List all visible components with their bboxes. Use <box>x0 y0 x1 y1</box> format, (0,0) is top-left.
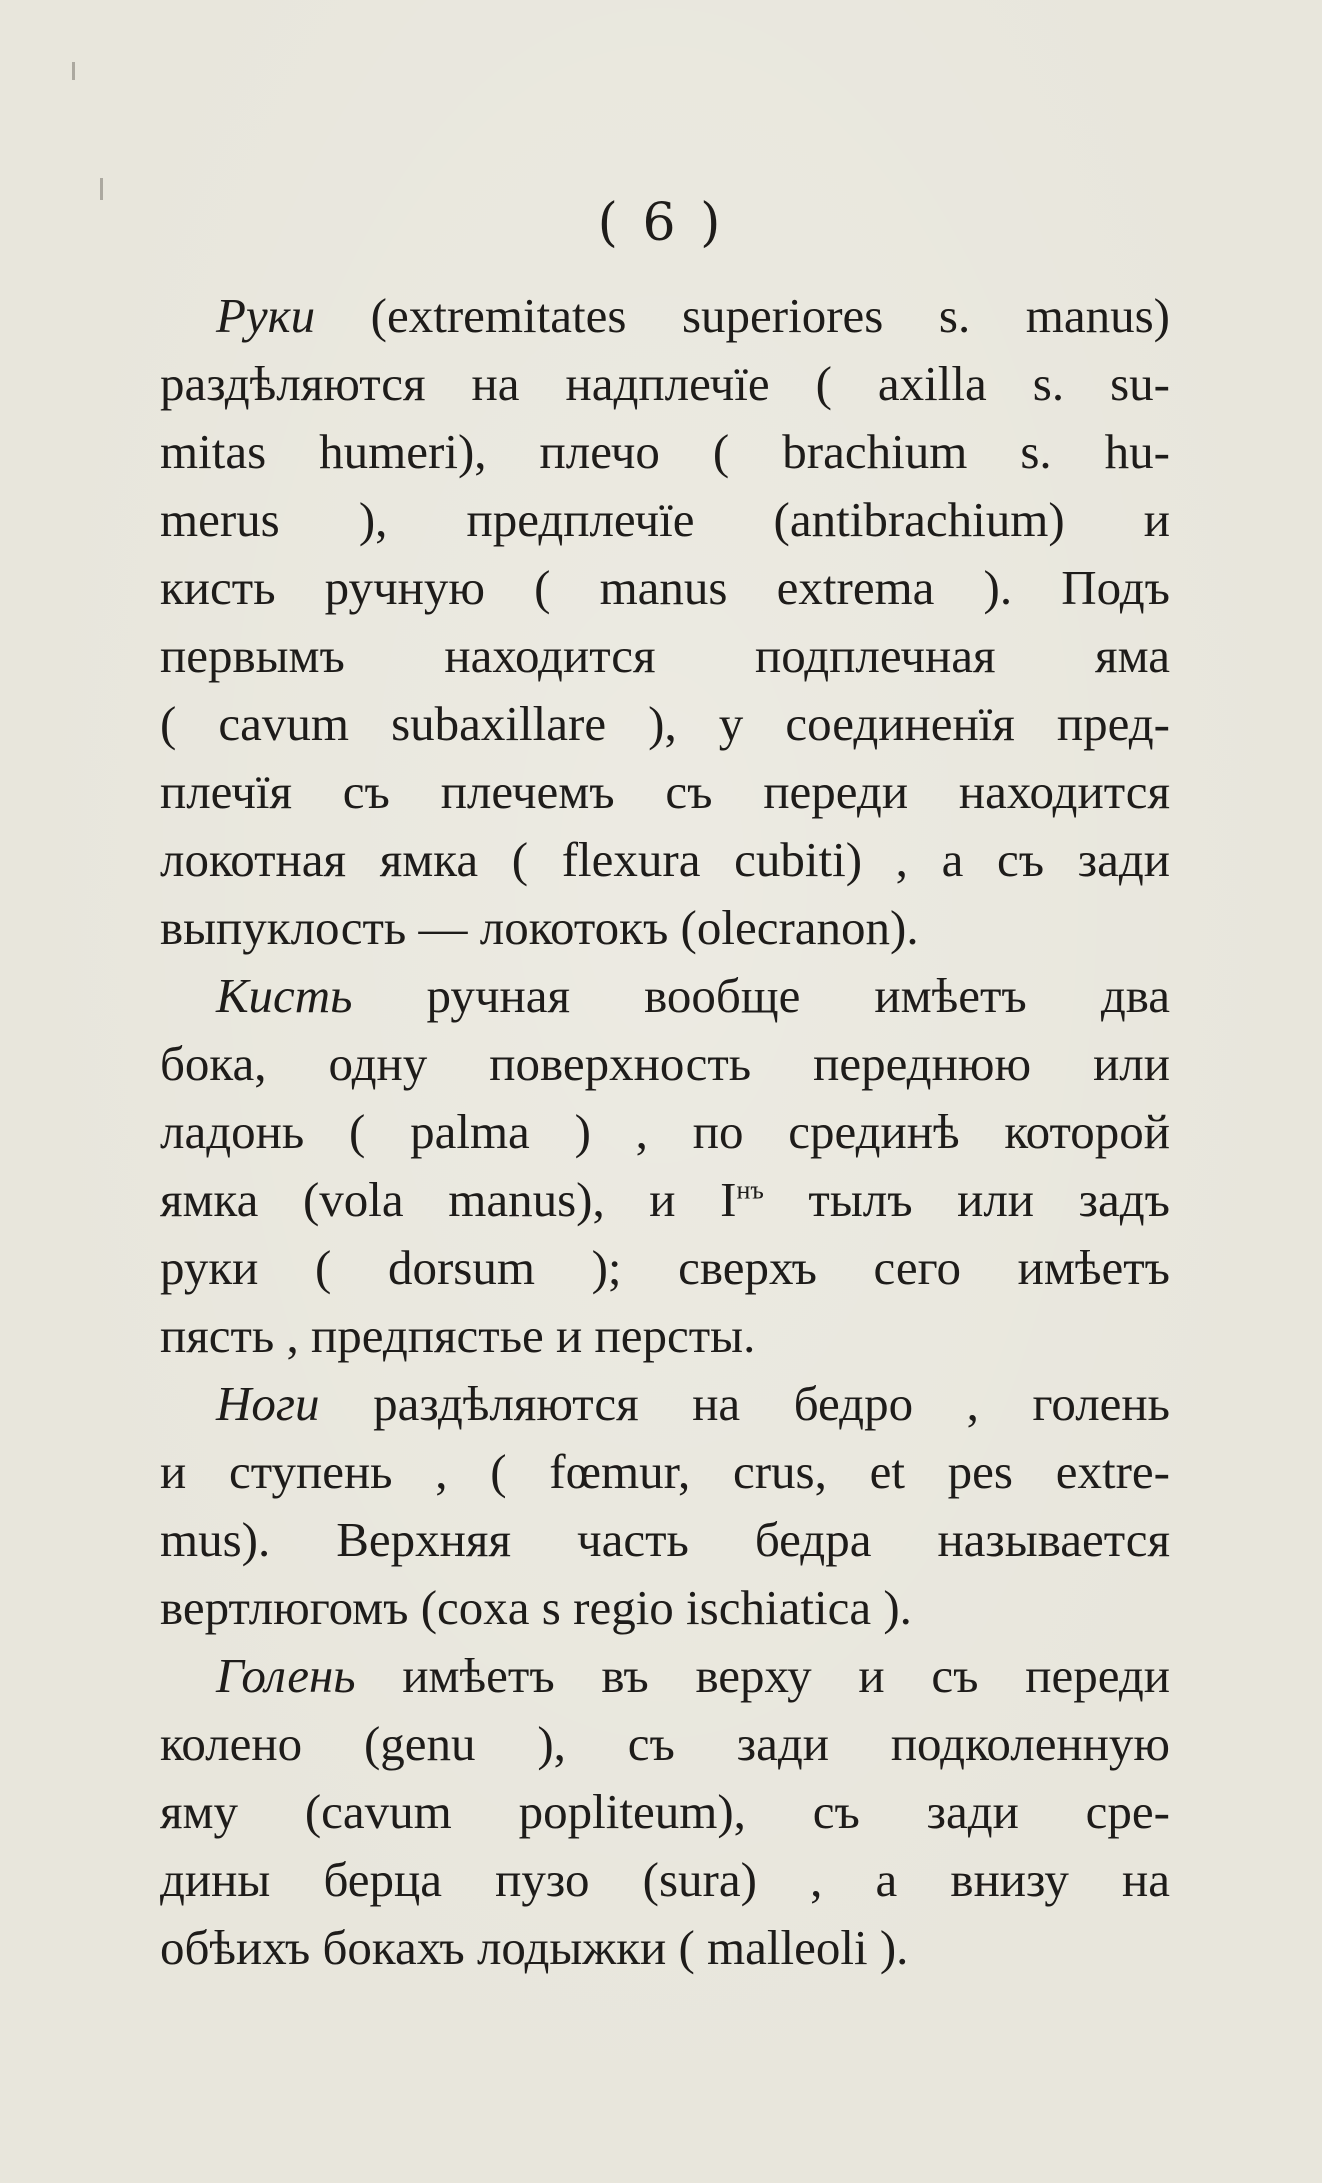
text-line <box>160 1166 1170 1234</box>
text-line <box>160 1846 1170 1914</box>
text-line <box>160 962 1170 1030</box>
line-text: и ступень , ( fœmur, crus, et pes extre- <box>160 1444 1170 1499</box>
line-text: ямка (vola manus), и <box>160 1172 676 1227</box>
text-line <box>160 1574 1170 1642</box>
line-text: руки ( dorsum ); сверхъ сего имѣетъ <box>160 1240 1170 1295</box>
text-line <box>160 894 1170 962</box>
text-line <box>160 826 1170 894</box>
body-text <box>160 282 1170 1982</box>
line-text: яму (cavum popliteum), съ зади сре- <box>160 1784 1170 1839</box>
line-text: mitas humeri), плечо ( brachium s. hu- <box>160 424 1170 479</box>
line-text: раздѣляются на надплечїе ( axilla s. su- <box>160 356 1170 411</box>
text-line <box>160 1778 1170 1846</box>
line-text: (extremitates superiores s. manus) <box>315 288 1170 343</box>
text-line <box>160 1642 1170 1710</box>
line-text: вертлюгомъ (coxa s regio ischiatica ). <box>160 1580 912 1635</box>
text-line <box>160 1506 1170 1574</box>
section-term: Голень <box>216 1648 356 1703</box>
line-text: кисть ручную ( manus extrema ). Подъ <box>160 560 1170 615</box>
superscript: нъ <box>736 1175 764 1205</box>
line-text: mus). Верхняя часть бедра называется <box>160 1512 1170 1567</box>
text-line <box>160 282 1170 350</box>
page-number: ( 6 ) <box>597 193 725 253</box>
line-text: merus ), предплечїе (antibrachium) и <box>160 492 1170 547</box>
text-line <box>160 1302 1170 1370</box>
line-text: ( cavum subaxillare ), у соединенїя пред- <box>160 696 1170 751</box>
line-text: дины берца пузо (sura) , а внизу на <box>160 1852 1170 1907</box>
text-line <box>160 1438 1170 1506</box>
text-line <box>160 1914 1170 1982</box>
text-line <box>160 622 1170 690</box>
text-line <box>160 1710 1170 1778</box>
line-text: тылъ или задъ <box>763 1172 1170 1227</box>
line-text: I <box>675 1172 737 1227</box>
line-text: плечїя съ плечемъ съ переди находится <box>160 764 1170 819</box>
text-line <box>160 690 1170 758</box>
line-text: ручная вообще имѣетъ два <box>352 968 1170 1023</box>
line-text: пясть , предпястье и персты. <box>160 1308 756 1363</box>
text-line <box>160 1370 1170 1438</box>
text-line <box>160 1234 1170 1302</box>
line-text: бока, одну поверхность переднюю или <box>160 1036 1170 1091</box>
text-line <box>160 554 1170 622</box>
line-text: ладонь ( palma ) , по срединѣ которой <box>160 1104 1170 1159</box>
line-text: обѣихъ бокахъ лодыжки ( malleoli ). <box>160 1920 909 1975</box>
section-term: Кисть <box>216 968 353 1023</box>
text-line <box>160 486 1170 554</box>
line-text: имѣетъ въ верху и съ переди <box>355 1648 1170 1703</box>
section-term: Руки <box>216 288 316 343</box>
scan-mark <box>72 62 75 80</box>
line-text: первымъ находится подплечная яма <box>160 628 1170 683</box>
line-text: колено (genu ), съ зади подколенную <box>160 1716 1170 1771</box>
text-line <box>160 418 1170 486</box>
section-term: Ноги <box>216 1376 320 1431</box>
text-line <box>160 350 1170 418</box>
line-text: локотная ямка ( flexura cubiti) , а съ зади <box>160 832 1170 887</box>
text-line <box>160 1030 1170 1098</box>
text-line <box>160 1098 1170 1166</box>
line-text: выпуклость — локотокъ (olecranon). <box>160 900 919 955</box>
line-text: раздѣляются на бедро , голень <box>319 1376 1170 1431</box>
text-line <box>160 758 1170 826</box>
